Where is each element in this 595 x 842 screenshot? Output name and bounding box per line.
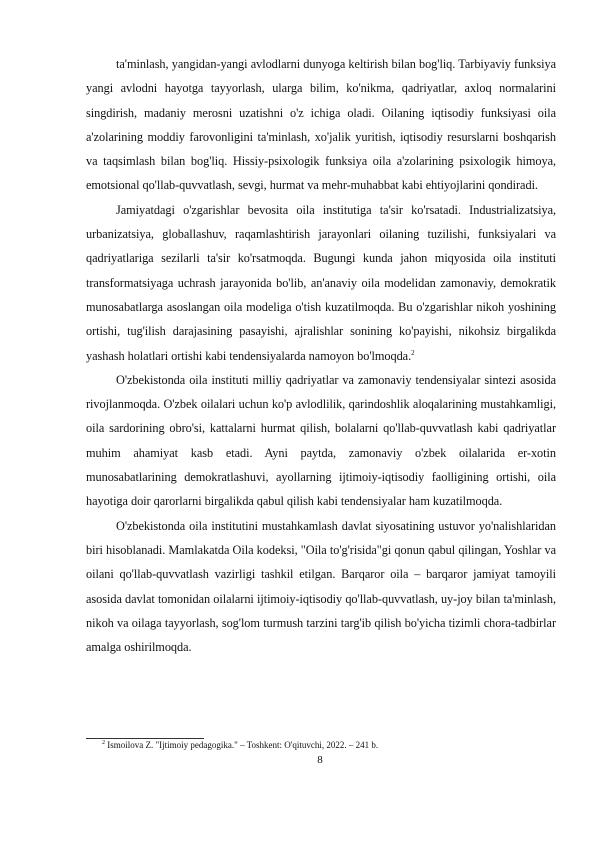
- footnote-text: Ismoilova Z. "Ijtimoiy pedagogika." – Toshkent: O'qituvchi, 2022. – 241 b.: [105, 740, 379, 750]
- footnote-number: 2: [102, 740, 105, 746]
- paragraph-text: Jamiyatdagi o'zgarishlar bevosita oila institutiga ta'sir ko'rsatadi. Industrializatsiya, urbanizatsiya, globallashuv, raqamlashtirish jarayonlari oilaning tuzilishi, funksiyalari va qadriyatlariga sezilarli ta'sir ko'rsatmoqda. Bugungi kunda jahon miqyosida oila instituti transformatsiyaga uchrash jarayonida bo'lib, an'anaviy oila modelidan zamonaviy, demokratik munosabatlarga asoslangan oila modeliga o'tish kuzatilmoqda. Bu o'zgarishlar nikoh yoshining ortishi, tug'ilish darajasining pasayishi, ajralishlar sonining ko'payishi, nikohsiz birgalikda yashash holatlari ortishi kabi tendensiyalarda namoyon bo'lmoqda.: [86, 202, 556, 363]
- paragraph-social-changes: [86, 198, 556, 368]
- paragraph-text: O'zbekistonda oila instituti milliy qadriyatlar va zamonaviy tendensiyalar sintezi asosida rivojlanmoqda. O'zbek oilalari uchun ko'p avlodlilik, qarindoshlik aloqalarining mustahkamligi, oila sardorining obro'si, kattalarni hurmat qilish, bolalarni qo'llab-quvvatlash kabi qadriyatlar muhim ahamiyat kasb etadi. Ayni paytda, zamonaviy o'zbek oilalarida er-xotin munosabatlarining demokratlashuvi, ayollarning ijtimoiy-iqtisodiy faolligining ortishi, oila hayotiga doir qarorlarni birgalikda qabul qilish kabi tendensiyalar ham kuzatilmoqda.: [86, 372, 556, 509]
- document-page: [86, 52, 556, 659]
- footnote-reference[interactable]: 2: [411, 348, 415, 357]
- page-number: 8: [317, 754, 323, 766]
- paragraph-text: O'zbekistonda oila institutini mustahkamlash davlat siyosatining ustuvor yo'nalishlaridan biri hisoblanadi. Mamlakatda Oila kodeksi, "Oila to'g'risida"gi qonun qabul qilingan, Yoshlar va oilani qo'llab-quvvatlash vazirligi tashkil etilgan. Barqaror oila – barqaror jamiyat tamoyili asosida davlat tomonidan oilalarni ijtimoiy-iqtisodiy qo'llab-quvvatlash, uy-joy bilan ta'minlash, nikoh va oilaga tayyorlash, sog'lom turmush tarzini targ'ib qilish bo'yicha tizimli chora-tadbirlar amalga oshirilmoqda.: [86, 518, 556, 655]
- footnote: [102, 739, 378, 751]
- paragraph-text: ta'minlash, yangidan-yangi avlodlarni dunyoga keltirish bilan bog'liq. Tarbiyaviy funksiya yangi avlodni hayotga tayyorlash, ularga bilim, ko'nikma, qadriyatlar, axloq normalarini singdirish, madaniy merosni uzatishni o'z ichiga oladi. Oilaning iqtisodiy funksiyasi oila a'zolarining moddiy farovonligini ta'minlash, xo'jalik yuritish, iqtisodiy resurslarni boshqarish va taqsimlash bilan bog'liq. Hissiy-psixologik funksiya oila a'zolarining psixologik himoya, emotsional qo'llab-quvvatlash, sevgi, hurmat va mehr-muhabbat kabi ehtiyojlarini qondiradi.: [86, 57, 556, 193]
- paragraph-family-functions: [86, 52, 556, 198]
- paragraph-uzbek-family: [86, 368, 556, 514]
- paragraph-state-policy: [86, 514, 556, 660]
